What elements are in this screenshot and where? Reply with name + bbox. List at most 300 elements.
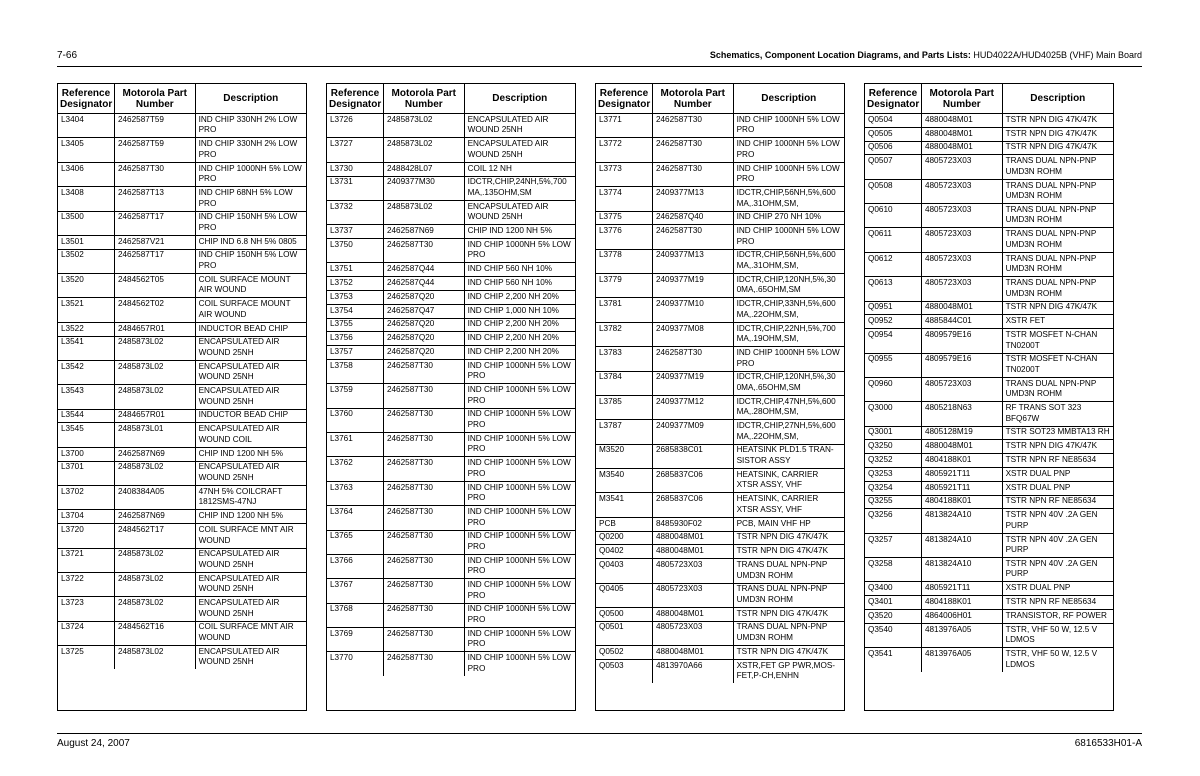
table-row	[327, 628, 575, 652]
cell-ref: L3759	[327, 384, 383, 408]
cell-ref: L3543	[58, 385, 114, 409]
table-header-row	[596, 84, 844, 114]
cell-part: 2485873L02	[383, 114, 464, 138]
cell-desc: COIL SURFACE MNT AIR WOUND	[195, 621, 306, 645]
table-row	[865, 596, 1113, 610]
cell-ref: L3521	[58, 298, 114, 322]
cell-ref: Q3253	[865, 468, 921, 482]
cell-ref: L3542	[58, 360, 114, 384]
cell-ref: L3787	[596, 420, 652, 444]
cell-ref: Q3520	[865, 610, 921, 624]
cell-desc: HEATSINK PLD1.5 TRAN-SISTOR ASSY	[733, 444, 844, 468]
cell-part: 4805723X03	[652, 583, 733, 607]
cell-part: 2462587N69	[114, 510, 195, 524]
cell-part: 2462587T30	[383, 433, 464, 457]
table-row	[58, 461, 306, 485]
footer-doc-number: 6816533H01-A	[1074, 738, 1142, 749]
table-row	[327, 291, 575, 305]
cell-desc: IND CHIP 1000NH 5% LOW PRO	[464, 239, 575, 263]
cell-desc: IDCTR,CHIP,120NH,5%,30 0MA,.65OHM,SM	[733, 371, 844, 395]
table-row	[865, 495, 1113, 509]
cell-ref: Q3401	[865, 596, 921, 610]
cell-part: 2462587T30	[652, 225, 733, 249]
table-row	[58, 138, 306, 162]
cell-desc: IND CHIP 1000NH 5% LOW PRO	[464, 457, 575, 481]
table-row	[865, 558, 1113, 582]
cell-ref: L3781	[596, 298, 652, 322]
cell-ref: L3782	[596, 322, 652, 346]
cell-ref: Q0503	[596, 659, 652, 683]
table-header-row	[327, 84, 575, 114]
table-row	[58, 274, 306, 298]
cell-ref: L3758	[327, 359, 383, 383]
cell-desc: RF TRANS SOT 323 BFQ67W	[1002, 402, 1113, 426]
cell-ref: L3702	[58, 486, 114, 510]
cell-ref: Q3541	[865, 648, 921, 672]
cell-part: 2462587T13	[114, 187, 195, 211]
cell-ref: Q0960	[865, 377, 921, 401]
column-header-desc: Description	[733, 84, 844, 114]
cell-part: 2462587Q47	[383, 304, 464, 318]
cell-desc: IND CHIP 1000NH 5% LOW PRO	[733, 138, 844, 162]
table-row	[596, 493, 844, 517]
table-row	[58, 486, 306, 510]
cell-part: 2409377M13	[652, 249, 733, 273]
table-row	[58, 510, 306, 524]
cell-desc: IND CHIP 1000NH 5% LOW PRO	[464, 554, 575, 578]
cell-desc: IND CHIP 1000NH 5% LOW PRO	[464, 530, 575, 554]
cell-part: 2462587T59	[114, 114, 195, 138]
cell-ref: L3500	[58, 211, 114, 235]
cell-ref: L3773	[596, 162, 652, 186]
cell-ref: L3704	[58, 510, 114, 524]
cell-ref: Q0613	[865, 277, 921, 301]
page-title-bold: Schematics, Component Location Diagrams, and Parts Lists:	[709, 50, 971, 60]
cell-ref: L3762	[327, 457, 383, 481]
table-row	[58, 235, 306, 249]
cell-ref: Q0403	[596, 559, 652, 583]
cell-part: 2408384A05	[114, 486, 195, 510]
cell-desc: TRANS DUAL NPN-PNP UMD3N ROHM	[733, 559, 844, 583]
table-row	[865, 277, 1113, 301]
table-row	[327, 114, 575, 138]
table-row	[596, 298, 844, 322]
column-header-part: Motorola Part Number	[921, 84, 1002, 114]
cell-desc: ENCAPSULATED AIR WOUND 25NH	[195, 360, 306, 384]
cell-ref: L3765	[327, 530, 383, 554]
cell-part: 2485873L02	[114, 336, 195, 360]
cell-desc: IDCTR,CHIP,120NH,5%,30 0MA,.65OHM,SM	[733, 274, 844, 298]
cell-part: 4805723X03	[921, 228, 1002, 252]
cell-part: 2462587T17	[114, 211, 195, 235]
cell-part: 4880048M01	[921, 440, 1002, 454]
table-row	[327, 346, 575, 360]
table-row	[865, 426, 1113, 440]
cell-ref: Q3257	[865, 533, 921, 557]
table-row	[58, 646, 306, 670]
cell-desc: INDUCTOR BEAD CHIP	[195, 409, 306, 423]
page-number: 7-66	[57, 50, 78, 61]
cell-part: 2462587Q44	[383, 263, 464, 277]
table-row	[596, 138, 844, 162]
cell-ref: L3751	[327, 263, 383, 277]
cell-desc: IND CHIP 2,200 NH 20%	[464, 332, 575, 346]
cell-desc: TSTR NPN DIG 47K/47K	[733, 646, 844, 660]
cell-desc: IND CHIP 560 NH 10%	[464, 277, 575, 291]
cell-part: 4813976A05	[921, 623, 1002, 647]
table-row	[865, 329, 1113, 353]
table-row	[596, 517, 844, 531]
cell-part: 2462587Q20	[383, 318, 464, 332]
table-row	[58, 597, 306, 621]
cell-part: 2462587T30	[383, 579, 464, 603]
cell-desc: CHIP IND 1200 NH 5%	[464, 225, 575, 239]
cell-desc: IND CHIP 2,200 NH 20%	[464, 346, 575, 360]
cell-part: 4805921T11	[921, 582, 1002, 596]
cell-desc: ENCAPSULATED AIR WOUND 25NH	[195, 336, 306, 360]
cell-desc: TSTR NPN 40V .2A GEN PURP	[1002, 558, 1113, 582]
cell-ref: L3701	[58, 461, 114, 485]
cell-part: 2485873L02	[114, 597, 195, 621]
cell-desc: TSTR MOSFET N-CHAN TN0200T	[1002, 353, 1113, 377]
cell-desc: TSTR NPN RF NE85634	[1002, 454, 1113, 468]
cell-part: 2462587T30	[114, 162, 195, 186]
cell-ref: L3404	[58, 114, 114, 138]
table-row	[58, 360, 306, 384]
cell-part: 2485873L02	[114, 548, 195, 572]
table-row	[58, 162, 306, 186]
table-row	[865, 648, 1113, 672]
table-row	[58, 298, 306, 322]
parts-table-3	[595, 83, 845, 711]
cell-desc: TSTR NPN DIG 47K/47K	[1002, 440, 1113, 454]
table-row	[327, 457, 575, 481]
cell-desc: IND CHIP 1,000 NH 10%	[464, 304, 575, 318]
cell-desc: TRANS DUAL NPN-PNP UMD3N ROHM	[733, 583, 844, 607]
cell-part: 2462587T30	[383, 603, 464, 627]
cell-desc: TSTR NPN DIG 47K/47K	[1002, 301, 1113, 315]
cell-ref: Q0507	[865, 155, 921, 179]
table-row	[327, 506, 575, 530]
cell-ref: Q3255	[865, 495, 921, 509]
cell-desc: TSTR, VHF 50 W, 12.5 V LDMOS	[1005, 648, 1098, 669]
table-row	[865, 377, 1113, 401]
cell-part: 2462587T30	[652, 162, 733, 186]
cell-part: 2488428L07	[383, 162, 464, 176]
cell-part: 2462587T17	[114, 249, 195, 273]
cell-part: 2462587N69	[383, 225, 464, 239]
cell-ref: L3769	[327, 628, 383, 652]
cell-desc: TSTR NPN DIG 47K/47K	[1002, 141, 1113, 155]
cell-part: 4880048M01	[652, 531, 733, 545]
cell-ref: L3760	[327, 408, 383, 432]
cell-part: 2462587Q20	[383, 291, 464, 305]
cell-desc: HEATSINK, CARRIER XTSR ASSY, VHF	[733, 493, 844, 517]
table-row	[596, 162, 844, 186]
cell-ref: L3405	[58, 138, 114, 162]
cell-desc: IDCTR,CHIP,27NH,5%,600 MA,.22OHM,SM,	[733, 420, 844, 444]
cell-part: 2462587T30	[383, 530, 464, 554]
cell-ref: M3541	[596, 493, 652, 517]
cell-ref: Q0951	[865, 301, 921, 315]
footer-date: August 24, 2007	[57, 738, 130, 749]
cell-desc: XSTR FET	[1002, 315, 1113, 329]
cell-part: 4809579E16	[921, 353, 1002, 377]
cell-ref: L3755	[327, 318, 383, 332]
cell-desc: TRANS DUAL NPN-PNP UMD3N ROHM	[1002, 277, 1113, 301]
table-row	[327, 603, 575, 627]
column-header-ref: Reference Designator	[327, 84, 383, 114]
cell-ref: L3727	[327, 138, 383, 162]
table-row	[327, 277, 575, 291]
cell-ref: Q0508	[865, 179, 921, 203]
parts-table-2	[326, 83, 576, 711]
cell-part: 2462587T30	[383, 408, 464, 432]
cell-ref: L3784	[596, 371, 652, 395]
table-row	[58, 385, 306, 409]
cell-part: 4805723X03	[921, 252, 1002, 276]
cell-part: 2409377M19	[652, 274, 733, 298]
cell-part: 2462587T30	[383, 652, 464, 676]
cell-part: 4805723X03	[652, 559, 733, 583]
table-row	[58, 524, 306, 548]
table-row	[58, 211, 306, 235]
table-row	[596, 444, 844, 468]
cell-desc: COIL SURFACE MOUNT AIR WOUND	[195, 298, 306, 322]
parts-table	[865, 84, 1113, 672]
cell-part: 2485873L02	[114, 360, 195, 384]
table-row	[865, 301, 1113, 315]
cell-desc: IND CHIP 2,200 NH 20%	[464, 291, 575, 305]
table-row	[865, 141, 1113, 155]
page-title-model: HUD4022A/HUD4025B (VHF) Main Board	[970, 50, 1142, 60]
table-row	[865, 454, 1113, 468]
cell-ref: L3737	[327, 225, 383, 239]
cell-desc: ENCAPSULATED AIR WOUND 25NH	[195, 597, 306, 621]
cell-desc: IND CHIP 1000NH 5% LOW PRO	[464, 481, 575, 505]
cell-ref: L3721	[58, 548, 114, 572]
parts-table-4	[864, 83, 1114, 711]
table-row	[865, 610, 1113, 624]
table-row	[865, 228, 1113, 252]
cell-desc: ENCAPSULATED AIR WOUND 25NH	[464, 138, 575, 162]
cell-desc: IDCTR,CHIP,33NH,5%,600 MA,.22OHM,SM,	[733, 298, 844, 322]
cell-part: 4813824A10	[921, 509, 1002, 533]
cell-part: 2462587T30	[383, 481, 464, 505]
cell-desc: CHIP IND 1200 NH 5%	[195, 510, 306, 524]
cell-ref: L3776	[596, 225, 652, 249]
cell-part: 4805723X03	[921, 204, 1002, 228]
cell-ref: L3406	[58, 162, 114, 186]
cell-desc: ENCAPSULATED AIR WOUND 25NH	[195, 461, 306, 485]
cell-desc: ENCAPSULATED AIR WOUND 25NH	[195, 572, 306, 596]
cell-desc: TSTR NPN RF NE85634	[1002, 495, 1113, 509]
cell-desc: TSTR MOSFET N-CHAN TN0200T	[1002, 329, 1113, 353]
cell-desc: IND CHIP 1000NH 5% LOW PRO	[733, 162, 844, 186]
cell-ref: Q0502	[596, 646, 652, 660]
table-row	[596, 559, 844, 583]
cell-ref: L3726	[327, 114, 383, 138]
table-row	[327, 332, 575, 346]
cell-part: 2485873L02	[114, 461, 195, 485]
cell-desc: IND CHIP 150NH 5% LOW PRO	[195, 211, 306, 235]
cell-part: 4880048M01	[921, 127, 1002, 141]
cell-desc: IND CHIP 1000NH 5% LOW PRO	[464, 506, 575, 530]
cell-part: 2484562T05	[114, 274, 195, 298]
table-row	[327, 200, 575, 224]
cell-ref: Q3250	[865, 440, 921, 454]
cell-desc: COIL 12 NH	[464, 162, 575, 176]
table-row	[58, 621, 306, 645]
table-row	[865, 252, 1113, 276]
cell-desc: IND CHIP 330NH 2% LOW PRO	[195, 114, 306, 138]
cell-ref: L3522	[58, 322, 114, 336]
cell-part: 2462587T30	[383, 628, 464, 652]
cell-part: 2484562T16	[114, 621, 195, 645]
cell-ref: L3785	[596, 395, 652, 419]
parts-table	[327, 84, 575, 676]
cell-part: 4813976A05	[921, 648, 1002, 672]
column-header-desc: Description	[195, 84, 306, 114]
cell-ref: L3766	[327, 554, 383, 578]
table-row	[596, 211, 844, 225]
cell-desc: CHIP IND 6.8 NH 5% 0805	[195, 235, 306, 249]
cell-part: 2485873L02	[383, 138, 464, 162]
cell-ref: Q3252	[865, 454, 921, 468]
cell-part: 8485930F02	[652, 517, 733, 531]
page-title	[710, 50, 1142, 60]
cell-part: 4813970A66	[652, 659, 733, 683]
cell-part: 4880048M01	[921, 114, 1002, 128]
cell-desc: TRANS DUAL NPN-PNP UMD3N ROHM	[1002, 252, 1113, 276]
cell-desc: ENCAPSULATED AIR WOUND 25NH	[198, 646, 280, 667]
cell-part: 4805921T11	[921, 468, 1002, 482]
cell-part: 2462587T30	[383, 554, 464, 578]
cell-desc: IND CHIP 1000NH 5% LOW PRO	[195, 162, 306, 186]
cell-ref: L3763	[327, 481, 383, 505]
table-row	[596, 322, 844, 346]
table-row	[865, 179, 1113, 203]
table-row	[58, 572, 306, 596]
cell-desc: IND CHIP 1000NH 5% LOW PRO	[733, 225, 844, 249]
cell-desc: IND CHIP 150NH 5% LOW PRO	[195, 249, 306, 273]
cell-ref: L3778	[596, 249, 652, 273]
cell-ref: Q3540	[865, 623, 921, 647]
cell-ref: Q0955	[865, 353, 921, 377]
cell-ref: Q3001	[865, 426, 921, 440]
cell-desc: ENCAPSULATED AIR WOUND 25NH	[195, 548, 306, 572]
table-row	[58, 447, 306, 461]
cell-part: 4805218N63	[921, 402, 1002, 426]
cell-part: 4885844C01	[921, 315, 1002, 329]
cell-part: 2462587T59	[114, 138, 195, 162]
cell-part: 2409377M19	[652, 371, 733, 395]
column-header-part: Motorola Part Number	[652, 84, 733, 114]
cell-ref: L3775	[596, 211, 652, 225]
table-row	[596, 187, 844, 211]
cell-desc: TRANS DUAL NPN-PNP UMD3N ROHM	[1002, 155, 1113, 179]
cell-ref: L3756	[327, 332, 383, 346]
cell-ref: Q0611	[865, 228, 921, 252]
cell-ref: L3541	[58, 336, 114, 360]
cell-desc: IDCTR,CHIP,56NH,5%,600 MA,.31OHM,SM,	[733, 187, 844, 211]
cell-desc: IND CHIP 1000NH 5% LOW PRO	[464, 628, 575, 652]
cell-ref: L3520	[58, 274, 114, 298]
cell-ref: L3408	[58, 187, 114, 211]
cell-desc: IND CHIP 1000NH 5% LOW PRO	[733, 347, 844, 371]
cell-part: 4813824A10	[921, 558, 1002, 582]
cell-part: 2462587T30	[383, 506, 464, 530]
table-row	[865, 127, 1113, 141]
cell-part: 2409377M10	[652, 298, 733, 322]
cell-desc: IDCTR,CHIP,56NH,5%,600 MA,.31OHM,SM,	[733, 249, 844, 273]
table-row	[327, 239, 575, 263]
cell-desc: TRANS DUAL NPN-PNP UMD3N ROHM	[733, 621, 844, 645]
cell-desc: ENCAPSULATED AIR WOUND COIL	[195, 423, 306, 447]
cell-desc: IDCTR,CHIP,22NH,5%,700 MA,.19OHM,SM,	[733, 322, 844, 346]
cell-ref: Q0200	[596, 531, 652, 545]
table-row	[865, 582, 1113, 596]
table-row	[58, 187, 306, 211]
table-row	[327, 304, 575, 318]
table-row	[865, 315, 1113, 329]
cell-desc: IDCTR,CHIP,47NH,5%,600 MA,.28OHM,SM,	[733, 395, 844, 419]
table-row	[865, 533, 1113, 557]
cell-desc: TSTR SOT23 MMBTA13 RH	[1002, 426, 1113, 440]
cell-ref: L3774	[596, 187, 652, 211]
cell-desc: TSTR NPN DIG 47K/47K	[1002, 127, 1113, 141]
cell-part: 4880048M01	[652, 646, 733, 660]
cell-part: 2484657R01	[114, 322, 195, 336]
table-row	[865, 468, 1113, 482]
table-row	[596, 274, 844, 298]
cell-part: 4805723X03	[921, 155, 1002, 179]
table-row	[865, 402, 1113, 426]
cell-ref: L3783	[596, 347, 652, 371]
table-row	[327, 579, 575, 603]
table-row	[327, 530, 575, 554]
cell-part: 2462587T30	[383, 359, 464, 383]
cell-part: 2462587Q20	[383, 332, 464, 346]
cell-part: 4880048M01	[921, 301, 1002, 315]
column-header-ref: Reference Designator	[596, 84, 652, 114]
cell-ref: L3720	[58, 524, 114, 548]
cell-part: 2484562T17	[114, 524, 195, 548]
table-row	[327, 481, 575, 505]
cell-ref: M3520	[596, 444, 652, 468]
cell-ref: L3730	[327, 162, 383, 176]
cell-part: 2462587T30	[383, 457, 464, 481]
cell-part: 4804188K01	[921, 454, 1002, 468]
table-row	[596, 545, 844, 559]
table-row	[865, 204, 1113, 228]
cell-ref: Q3254	[865, 481, 921, 495]
cell-desc: XSTR,FET GP PWR,MOS-FET,P-CH,ENHN	[736, 660, 836, 681]
cell-ref: Q0954	[865, 329, 921, 353]
cell-desc: IDCTR,CHIP,24NH,5%,700 MA,.135OHM,SM	[464, 176, 575, 200]
cell-ref: Q3256	[865, 509, 921, 533]
cell-ref: L3501	[58, 235, 114, 249]
table-row	[865, 440, 1113, 454]
cell-desc: TSTR NPN 40V .2A GEN PURP	[1002, 509, 1113, 533]
table-row	[58, 249, 306, 273]
cell-part: 4864006H01	[921, 610, 1002, 624]
cell-desc: TRANSISTOR, RF POWER	[1002, 610, 1113, 624]
cell-part: 2462587Q40	[652, 211, 733, 225]
cell-ref: L3767	[327, 579, 383, 603]
cell-ref: L3772	[596, 138, 652, 162]
column-header-ref: Reference Designator	[865, 84, 921, 114]
